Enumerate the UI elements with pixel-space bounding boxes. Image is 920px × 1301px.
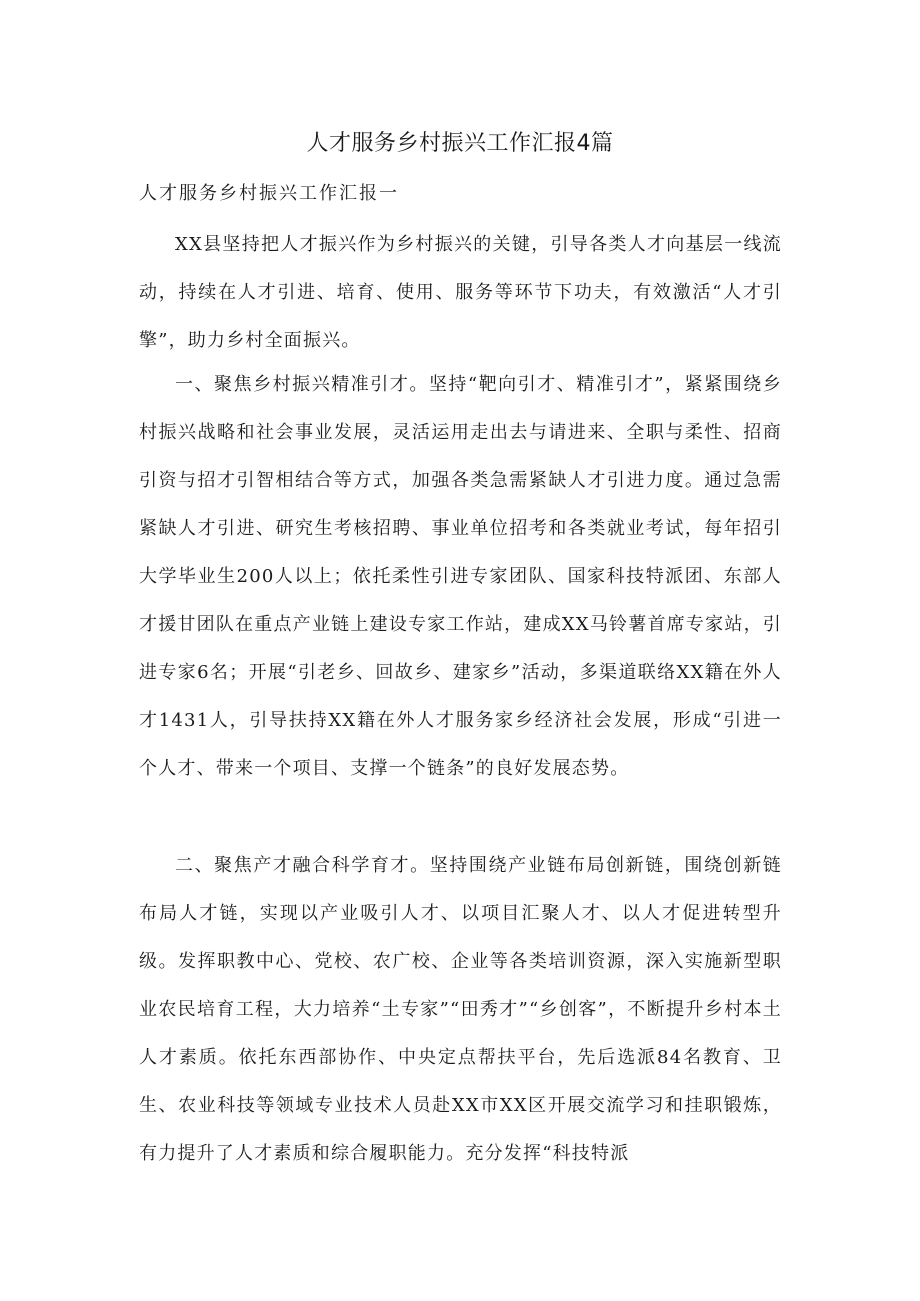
paragraph-intro: XX县坚持把人才振兴作为乡村振兴的关键，引导各类人才向基层一线流动，持续在人才引进、培育、使用、服务等环节下功夫，有效激活“人才引擎”，助力乡村全面振兴。: [139, 234, 782, 351]
paragraph-part-two: 二、聚焦产才融合科学育才。坚持围绕产业链布局创新链，围绕创新链布局人才链，实现以产业吸引人才、以项目汇聚人才、以人才促进转型升级。发挥职教中心、党校、农广校、企业等各类培训资源，深入实施新型职业农民培育工程，大力培养“土专家”“田秀才”“乡创客”，不断提升乡村本土人才素质。依托东西部协作、中央定点帮扶平台，先后选派84名教育、卫生、农业科技等领域专业技术人员赴XX市XX区开展交流学习和挂职锻炼，有力提升了人才素质和综合履职能力。充分发挥“科技特派: [139, 855, 782, 1164]
paragraph-part-one: 一、聚焦乡村振兴精准引才。坚持“靶向引才、精准引才”，紧紧围绕乡村振兴战略和社会事业发展，灵活运用走出去与请进来、全职与柔性、招商引资与招才引智相结合等方式，加强各类急需紧缺人才引进力度。通过急需紧缺人才引进、研究生考核招聘、事业单位招考和各类就业考试，每年招引大学毕业生200人以上；依托柔性引进专家团队、国家科技特派团、东部人才援甘团队在重点产业链上建设专家工作站，建成XX马铃薯首席专家站，引进专家6名；开展“引老乡、回故乡、建家乡”活动，多渠道联络XX籍在外人才1431人，引导扶持XX籍在外人才服务家乡经济社会发展，形成“引进一个人才、带来一个项目、支撑一个链条”的良好发展态势。: [139, 374, 782, 779]
section-heading: 人才服务乡村振兴工作汇报一: [139, 183, 399, 204]
document-title: 人才服务乡村振兴工作汇报4篇: [306, 131, 614, 156]
